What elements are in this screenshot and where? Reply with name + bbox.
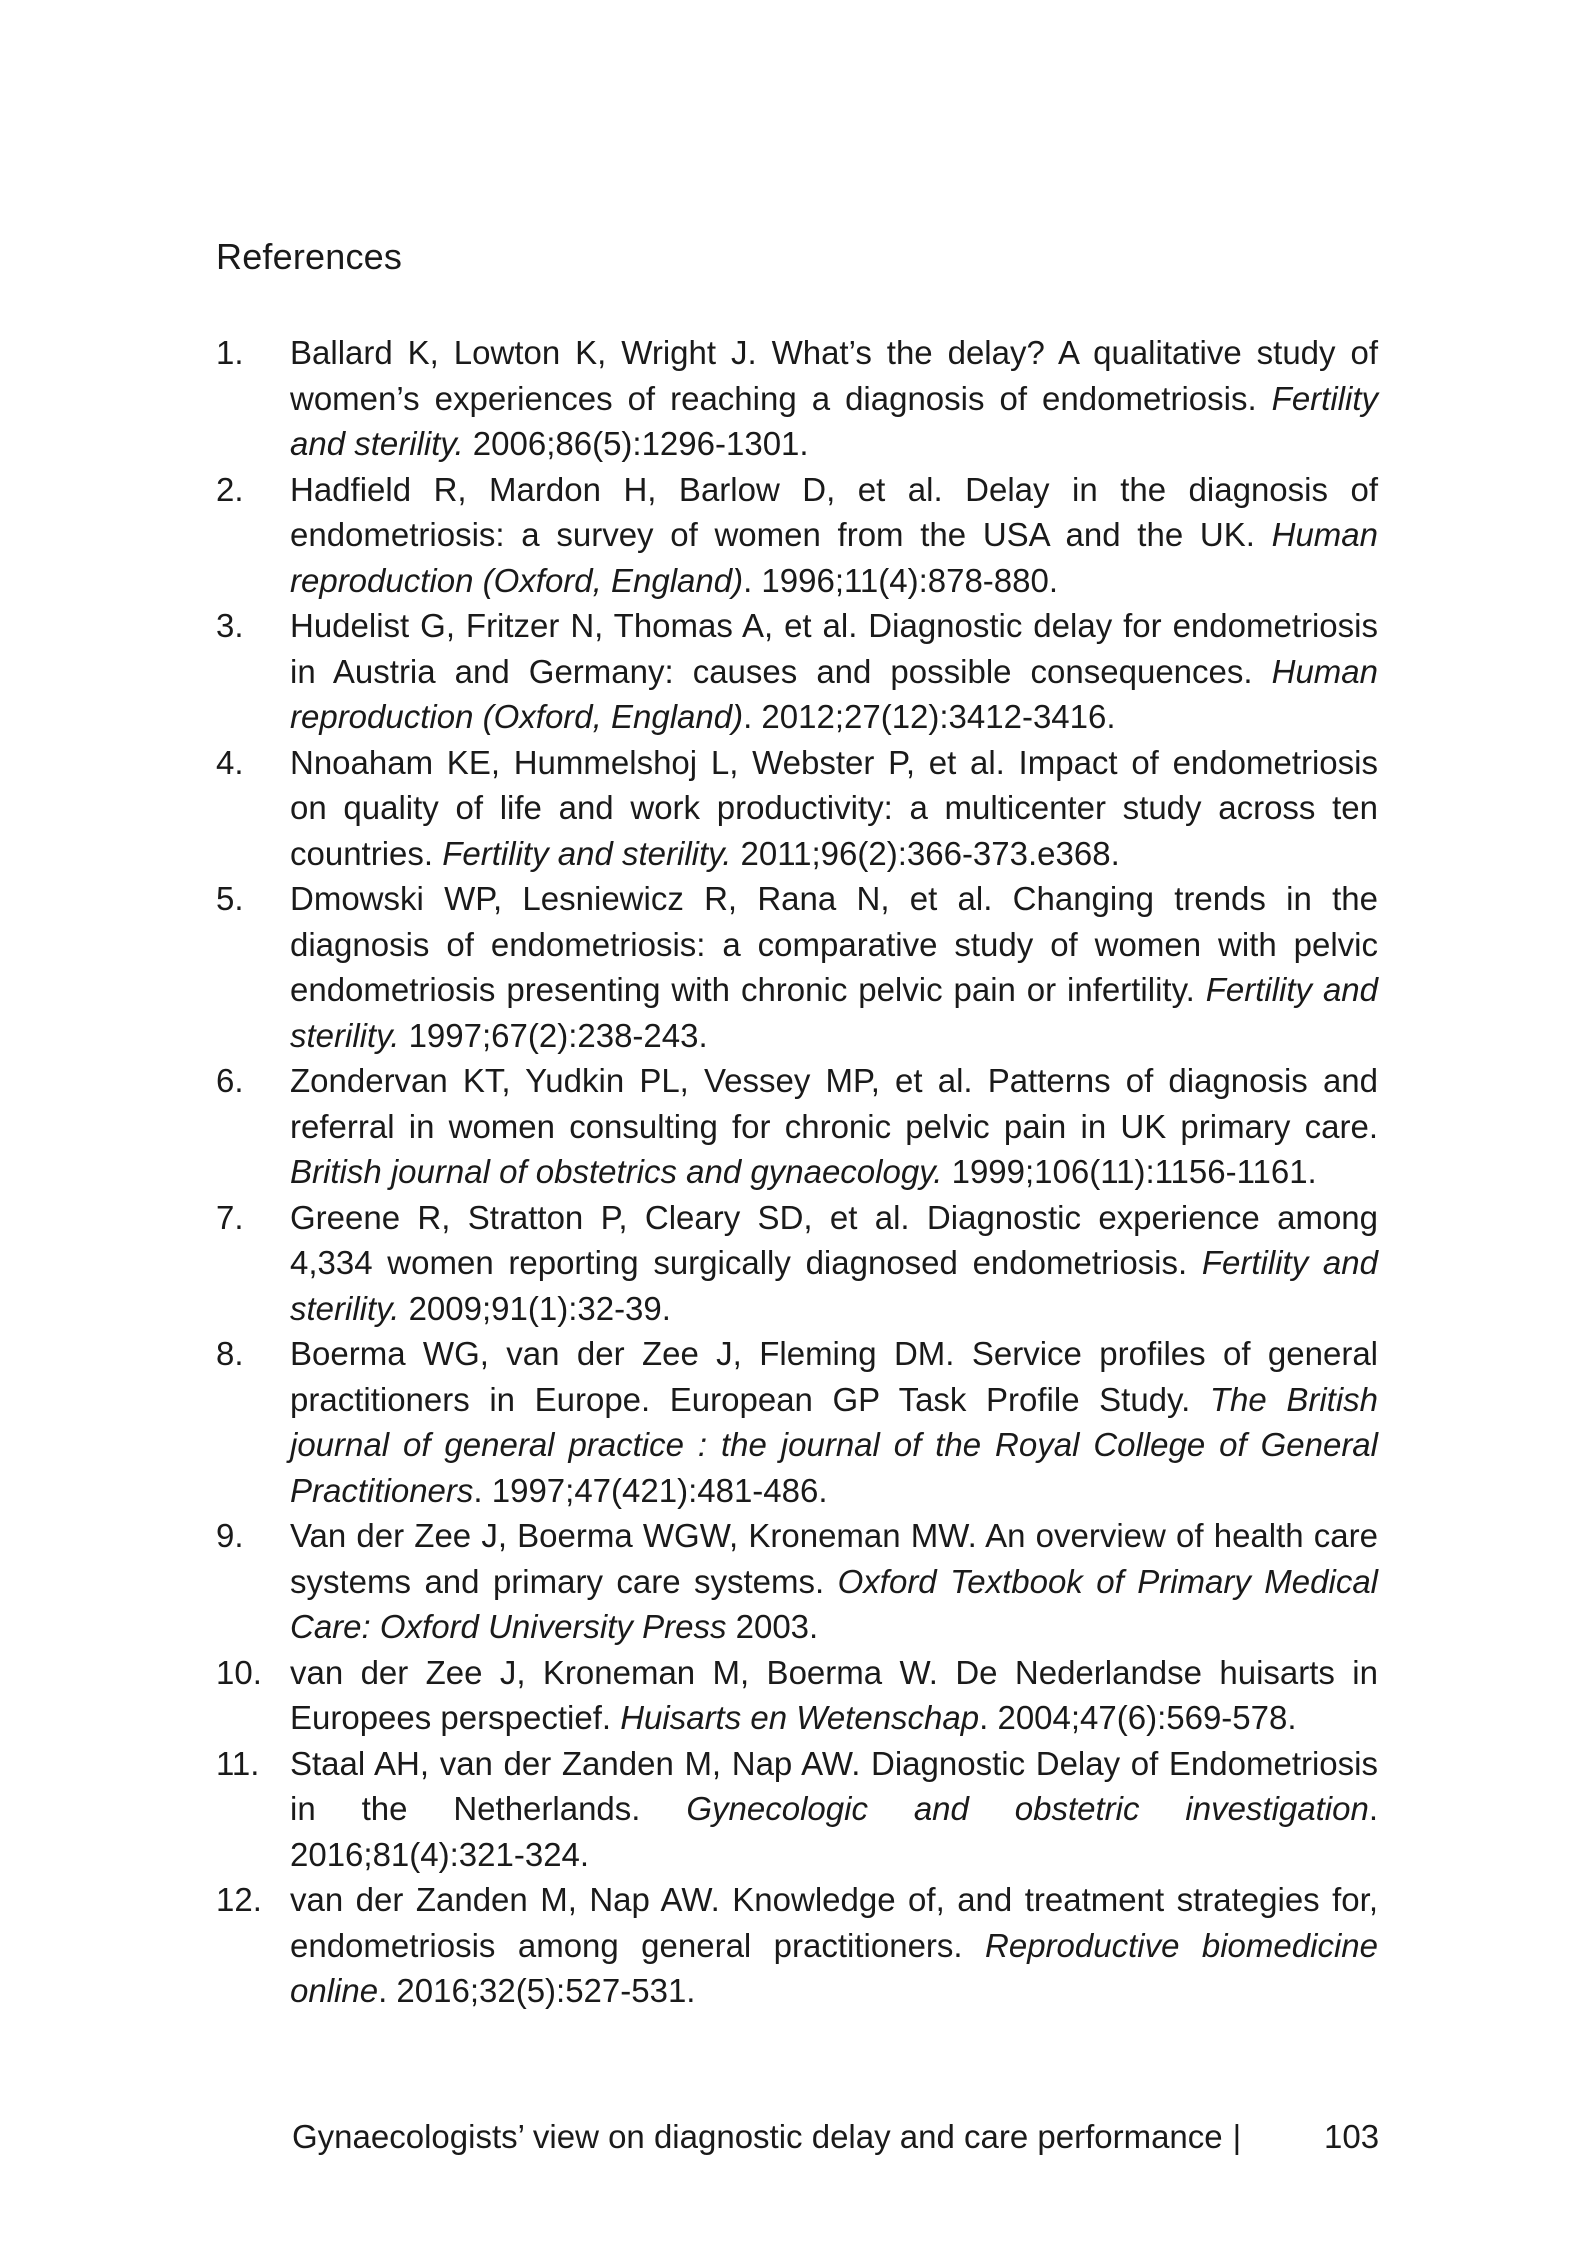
reference-number: 1.	[216, 334, 244, 371]
reference-number: 9.	[216, 1517, 244, 1554]
reference-details: . 1997;47(421):481-486.	[473, 1471, 828, 1509]
reference-item	[216, 740, 1378, 877]
reference-number: 3.	[216, 607, 244, 644]
reference-journal: Fertility and sterility.	[290, 1244, 1378, 1327]
page-title: References	[216, 236, 403, 277]
reference-item	[216, 467, 1378, 604]
reference-number: 6.	[216, 1062, 244, 1099]
reference-journal: Fertility and sterility.	[290, 379, 1378, 462]
reference-journal: Oxford Textbook of Primary Medical Care: Oxford University Press	[290, 1562, 1378, 1645]
reference-journal: Huisarts en Wetenschap	[620, 1699, 980, 1736]
reference-journal: British journal of obstetrics and gynaecology.	[290, 1153, 943, 1190]
footer-separator: |	[1232, 2118, 1242, 2155]
reference-details: 2011;96(2):366-373.e368.	[731, 834, 1120, 872]
reference-journal: Human reproduction (Oxford, England)	[290, 652, 1378, 735]
reference-details: . 1996;11(4):878-880.	[743, 561, 1059, 599]
reference-details: 1997;67(2):238-243.	[399, 1016, 708, 1054]
reference-journal: Fertility and sterility.	[442, 834, 732, 872]
reference-item	[216, 1058, 1378, 1195]
reference-number: 11.	[216, 1744, 260, 1782]
reference-journal: The British journal of general practice : the journal of the Royal College of General Practitioners	[290, 1380, 1378, 1509]
reference-details: . 2012;27(12):3412-3416.	[743, 698, 1116, 735]
reference-journal: Fertility and sterility.	[290, 971, 1379, 1054]
reference-number: 8.	[216, 1335, 244, 1372]
reference-text: Nnoaham KE, Hummelshoj L, Webster P, et al. Impact of endometriosis on quality of life and work productivity: a multicenter study across ten countries.	[290, 743, 1378, 872]
reference-list	[216, 330, 1378, 2014]
running-footer	[292, 2118, 1241, 2156]
reference-number: 7.	[216, 1198, 244, 1236]
reference-text: Staal AH, van der Zanden M, Nap AW. Diagnostic Delay of Endometriosis in the Netherlands.	[290, 1744, 1378, 1827]
reference-number: 2.	[216, 470, 244, 508]
reference-details: 1999;106(11):1156-1161.	[942, 1153, 1317, 1190]
reference-item	[216, 1650, 1378, 1741]
reference-journal: Gynecologic and obstetric investigation	[686, 1790, 1369, 1827]
reference-item	[216, 1331, 1378, 1513]
reference-text: van der Zanden M, Nap AW. Knowledge of, and treatment strategies for, endometriosis among general practitioners.	[290, 1881, 1378, 1964]
reference-journal: Reproductive biomedicine online	[290, 1926, 1378, 2009]
reference-item	[216, 1877, 1378, 2014]
reference-journal: Human reproduction (Oxford, England)	[290, 516, 1378, 599]
reference-text: Boerma WG, van der Zee J, Fleming DM. Service profiles of general practitioners in Europe. European GP Task Profile Study.	[290, 1335, 1378, 1418]
reference-details: . 2016;32(5):527-531.	[378, 1972, 696, 2009]
reference-text: Dmowski WP, Lesniewicz R, Rana N, et al. Changing trends in the diagnosis of endometriosis: a comparative study of women with pelvic endometriosis presenting with chronic pelvic pain or infertility.	[290, 880, 1378, 1008]
reference-details: 2006;86(5):1296-1301.	[463, 425, 809, 462]
page-number: 103	[1324, 2118, 1380, 2155]
reference-item	[216, 330, 1378, 467]
reference-item	[216, 603, 1378, 740]
reference-text: Ballard K, Lowton K, Wright J. What’s the delay? A qualitative study of women’s experiences of reaching a diagnosis of endometriosis.	[290, 334, 1378, 417]
reference-number: 5.	[216, 880, 244, 917]
reference-item	[216, 1513, 1378, 1650]
reference-item	[216, 1741, 1378, 1878]
reference-item	[216, 876, 1378, 1058]
reference-text: van der Zee J, Kroneman M, Boerma W. De Nederlandse huisarts in Europees perspectief.	[290, 1653, 1378, 1736]
reference-details: . 2016;81(4):321-324.	[290, 1790, 1379, 1873]
reference-text: Hudelist G, Fritzer N, Thomas A, et al. Diagnostic delay for endometriosis in Austria and Germany: causes and possible consequences.	[290, 607, 1378, 690]
reference-details: 2003.	[726, 1608, 819, 1645]
footer-title: Gynaecologists’ view on diagnostic delay and care performance	[292, 2118, 1223, 2155]
reference-details: . 2004;47(6):569-578.	[979, 1699, 1297, 1736]
reference-text: Zondervan KT, Yudkin PL, Vessey MP, et al. Patterns of diagnosis and referral in women consulting for chronic pelvic pain in UK primary care.	[290, 1062, 1378, 1145]
reference-text: Hadfield R, Mardon H, Barlow D, et al. Delay in the diagnosis of endometriosis: a survey of women from the USA and the UK.	[290, 470, 1378, 553]
reference-number: 10.	[216, 1653, 262, 1691]
reference-details: 2009;91(1):32-39.	[399, 1289, 671, 1327]
reference-item	[216, 1195, 1378, 1332]
reference-text: Greene R, Stratton P, Cleary SD, et al. Diagnostic experience among 4,334 women reporting surgically diagnosed endometriosis.	[290, 1198, 1378, 1281]
reference-number: 4.	[216, 743, 244, 781]
reference-text: Van der Zee J, Boerma WGW, Kroneman MW. An overview of health care systems and primary care systems.	[290, 1517, 1378, 1600]
reference-number: 12.	[216, 1881, 262, 1918]
